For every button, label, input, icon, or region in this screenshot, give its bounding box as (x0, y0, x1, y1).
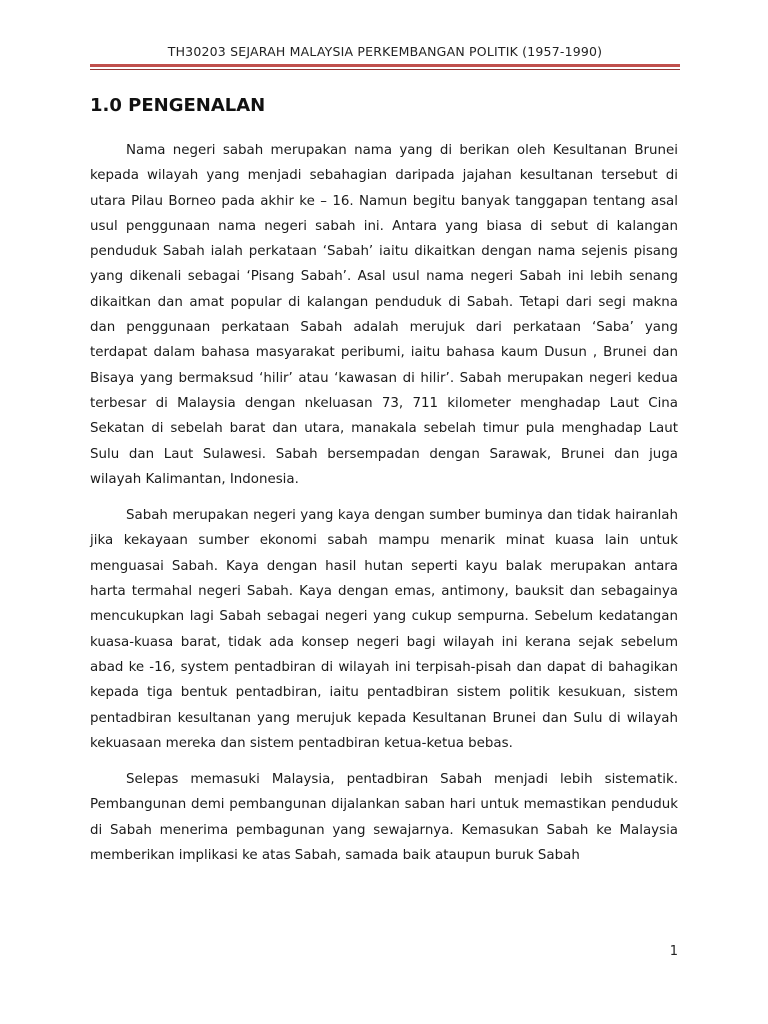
section-title: 1.0 PENGENALAN (90, 95, 266, 116)
page-number: 1 (669, 944, 678, 959)
running-header: TH30203 SEJARAH MALAYSIA PERKEMBANGAN POLITIK (1957-1990) (167, 44, 603, 59)
paragraph-3: Selepas memasuki Malaysia, pentadbiran Sabah menjadi lebih sistematik. Pembangunan demi pembangunan dijalankan saban hari untuk memastikan penduduk di Sabah menerima pembagunan yang sewajarnya. Kemasukan Sabah ke Malaysia memberikan implikasi ke atas Sabah, samada baik ataupun buruk Sabah (90, 772, 678, 864)
header-rule-thick (90, 64, 680, 67)
body-text (90, 138, 678, 879)
header-rule-thin (90, 69, 680, 70)
paragraph-2: Sabah merupakan negeri yang kaya dengan sumber buminya dan tidak hairanlah jika kekayaan sumber ekonomi sabah mampu menarik minat kuasa lain untuk menguasai Sabah. Kaya dengan hasil hutan seperti kayu balak merupakan antara harta termahal negeri Sabah. Kaya dengan emas, antimony, bauksit dan sebagainya mencukupkan lagi Sabah sebagai negeri yang cukup sempurna. Sebelum kedatangan kuasa-kuasa barat, tidak ada konsep negeri bagi wilayah ini kerana sejak sebelum abad ke -16, system pentadbiran di wilayah ini terpisah-pisah dan dapat di bahagikan kepada tiga bentuk pentadbiran, iaitu pentadbiran sistem politik kesukuan, sistem pentadbiran kesultanan yang merujuk kepada Kesultanan Brunei dan Sulu di wilayah kekuasaan mereka dan sistem pentadbiran ketua-ketua bebas. (90, 508, 678, 751)
paragraph-1: Nama negeri sabah merupakan nama yang di berikan oleh Kesultanan Brunei kepada wilayah yang menjadi sebahagian daripada jajahan kesultanan tersebut di utara Pilau Borneo pada akhir ke – 16. Namun begitu banyak tanggapan tentang asal usul penggunaan nama negeri sabah ini. Antara yang biasa di sebut di kalangan penduduk Sabah ialah perkataan ‘Sabah’ iaitu dikaitkan dengan nama sejenis pisang yang dikenali sebagai ‘Pisang Sabah’. Asal usul nama negeri Sabah ini lebih senang dikaitkan dan amat popular di kalangan penduduk di Sabah. Tetapi dari segi makna dan penggunaan perkataan Sabah adalah merujuk dari perkataan ‘Saba’ yang terdapat dalam bahasa masyarakat peribumi, iaitu bahasa kaum Dusun , Brunei dan Bisaya yang bermaksud ‘hilir’ atau ‘kawasan di hilir’. Sabah merupakan negeri kedua terbesar di Malaysia dengan nkeluasan 73, 711 kilometer menghadap Laut Cina Sekatan di sebelah barat dan utara, manakala sebelah timur pula menghadap Laut Sulu dan Laut Sulawesi. Sabah bersempadan dengan Sarawak, Brunei dan juga wilayah Kalimantan, Indonesia. (90, 143, 678, 487)
